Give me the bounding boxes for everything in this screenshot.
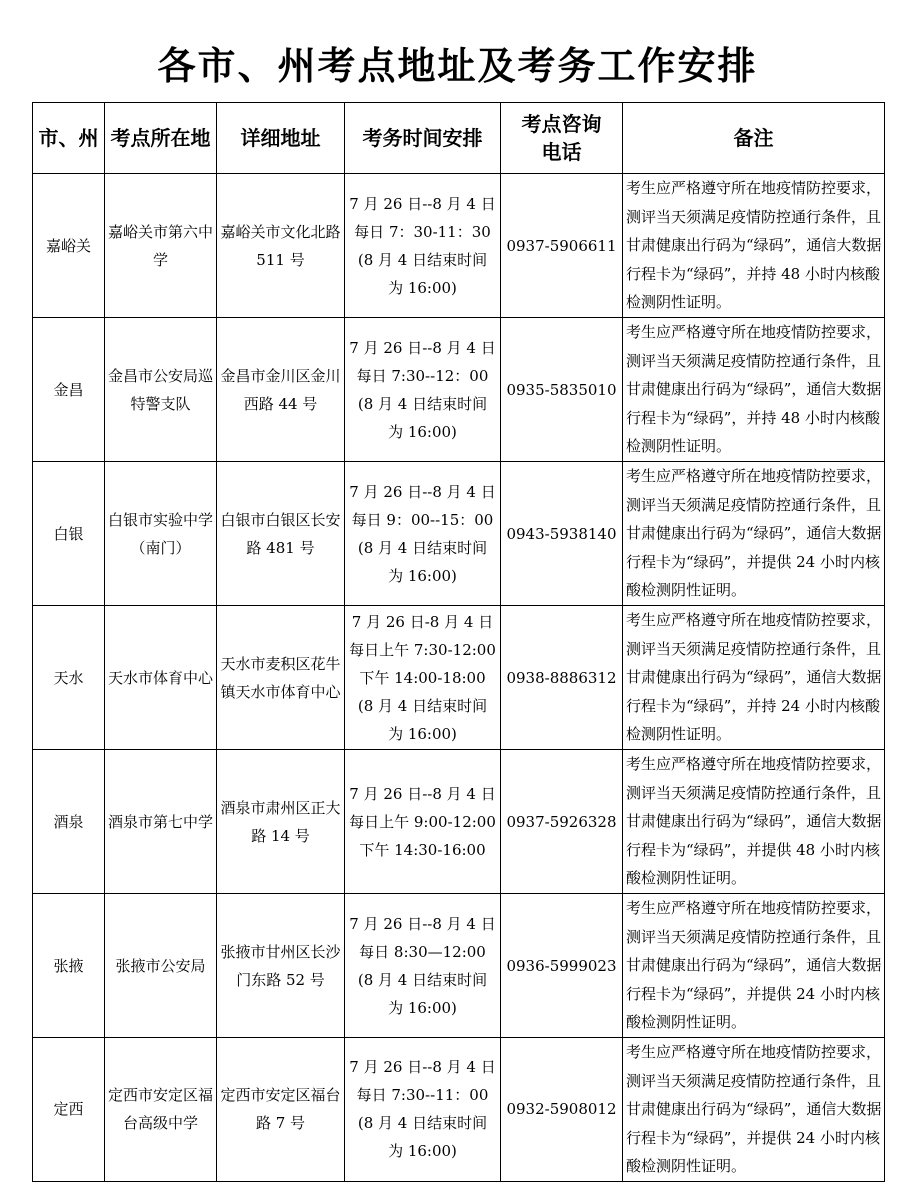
schedule-line: 每日 7：30-11：30 — [354, 222, 491, 241]
table-row — [33, 1038, 885, 1182]
cell-schedule — [345, 318, 501, 462]
cell-phone: 0936-5999023 — [501, 894, 623, 1038]
cell-phone: 0932-5908012 — [501, 1038, 623, 1182]
cell-phone: 0935-5835010 — [501, 318, 623, 462]
schedule-line: (8 月 4 日结束时间 — [357, 538, 488, 557]
cell-phone: 0937-5906611 — [501, 174, 623, 318]
schedule-line: (8 月 4 日结束时间 — [357, 1114, 488, 1133]
page-title: 各市、州考点地址及考务工作安排 — [157, 43, 758, 88]
cell-note: 考生应严格遵守所在地疫情防控要求，测评当天须满足疫情防控通行条件，且甘肃健康出行码为“绿码”，通信大数据行程卡为“绿码”，并提供 24 小时内核酸检测阴性证明。 — [623, 462, 885, 606]
header-schedule: 考务时间安排 — [345, 103, 501, 174]
cell-site: 白银市实验中学（南门） — [105, 462, 217, 606]
cell-site: 张掖市公安局 — [105, 894, 217, 1038]
cell-address: 金昌市金川区金川西路 44 号 — [217, 318, 345, 462]
schedule-line: 每日 9：00--15：00 — [351, 510, 494, 529]
cell-note: 考生应严格遵守所在地疫情防控要求，测评当天须满足疫情防控通行条件，且甘肃健康出行码为“绿码”，通信大数据行程卡为“绿码”，并提供 24 小时内核酸检测阴性证明。 — [623, 1038, 885, 1182]
cell-address: 张掖市甘州区长沙门东路 52 号 — [217, 894, 345, 1038]
cell-schedule — [345, 894, 501, 1038]
schedule-line: 7 月 26 日--8 月 4 日 — [349, 914, 496, 933]
cell-phone: 0938-8886312 — [501, 606, 623, 750]
schedule-line: 每日上午 9:00-12:00 — [349, 812, 496, 831]
schedule-line: (8 月 4 日结束时间 — [357, 394, 488, 413]
schedule-line: 为 16:00) — [388, 566, 457, 585]
cell-address: 酒泉市肃州区正大路 14 号 — [217, 750, 345, 894]
cell-schedule — [345, 174, 501, 318]
cell-city: 嘉峪关 — [33, 174, 105, 318]
schedule-line: (8 月 4 日结束时间 — [357, 696, 488, 715]
cell-site: 天水市体育中心 — [105, 606, 217, 750]
table-row — [33, 606, 885, 750]
schedule-line: 每日上午 7:30-12:00 — [349, 640, 496, 659]
table-header-row — [33, 103, 885, 174]
schedule-line: 每日 7:30--11：00 — [356, 1086, 489, 1105]
schedule-line: 下午 14:00-18:00 — [359, 668, 486, 687]
cell-note: 考生应严格遵守所在地疫情防控要求，测评当天须满足疫情防控通行条件，且甘肃健康出行码为“绿码”，通信大数据行程卡为“绿码”，并持 24 小时内核酸检测阴性证明。 — [623, 606, 885, 750]
schedule-line: 7 月 26 日-8 月 4 日 — [351, 612, 494, 631]
cell-address: 天水市麦积区花牛镇天水市体育中心 — [217, 606, 345, 750]
cell-note: 考生应严格遵守所在地疫情防控要求，测评当天须满足疫情防控通行条件，且甘肃健康出行码为“绿码”，通信大数据行程卡为“绿码”，并持 48 小时内核酸检测阴性证明。 — [623, 174, 885, 318]
header-phone: 考点咨询电话 — [501, 103, 623, 174]
cell-schedule — [345, 1038, 501, 1182]
cell-schedule — [345, 750, 501, 894]
cell-note: 考生应严格遵守所在地疫情防控要求，测评当天须满足疫情防控通行条件，且甘肃健康出行码为“绿码”，通信大数据行程卡为“绿码”，并提供 48 小时内核酸检测阴性证明。 — [623, 750, 885, 894]
header-address: 详细地址 — [217, 103, 345, 174]
header-city: 市、州 — [33, 103, 105, 174]
schedule-line: 为 16:00) — [388, 278, 457, 297]
cell-city: 白银 — [33, 462, 105, 606]
cell-city: 张掖 — [33, 894, 105, 1038]
schedule-line: 为 16:00) — [388, 724, 457, 743]
schedule-line: 每日 8:30—12:00 — [359, 942, 486, 961]
cell-city: 金昌 — [33, 318, 105, 462]
schedule-line: 7 月 26 日--8 月 4 日 — [349, 338, 496, 357]
schedule-line: 为 16:00) — [388, 998, 457, 1017]
cell-note: 考生应严格遵守所在地疫情防控要求，测评当天须满足疫情防控通行条件，且甘肃健康出行码为“绿码”，通信大数据行程卡为“绿码”，并提供 24 小时内核酸检测阴性证明。 — [623, 894, 885, 1038]
table-row — [33, 462, 885, 606]
cell-city: 酒泉 — [33, 750, 105, 894]
table-row — [33, 894, 885, 1038]
schedule-line: (8 月 4 日结束时间 — [357, 970, 488, 989]
table-row — [33, 318, 885, 462]
cell-note: 考生应严格遵守所在地疫情防控要求，测评当天须满足疫情防控通行条件，且甘肃健康出行码为“绿码”，通信大数据行程卡为“绿码”，并持 48 小时内核酸检测阴性证明。 — [623, 318, 885, 462]
header-note: 备注 — [623, 103, 885, 174]
cell-site: 金昌市公安局巡特警支队 — [105, 318, 217, 462]
cell-schedule — [345, 462, 501, 606]
schedule-line: 每日 7:30--12：00 — [356, 366, 489, 385]
table-row — [33, 174, 885, 318]
exam-site-table — [32, 102, 885, 1182]
cell-address: 白银市白银区长安路 481 号 — [217, 462, 345, 606]
schedule-line: 7 月 26 日--8 月 4 日 — [349, 194, 496, 213]
cell-city: 天水 — [33, 606, 105, 750]
cell-site: 定西市安定区福台高级中学 — [105, 1038, 217, 1182]
schedule-line: 7 月 26 日--8 月 4 日 — [349, 1058, 496, 1077]
cell-site: 酒泉市第七中学 — [105, 750, 217, 894]
table-row — [33, 750, 885, 894]
schedule-line: 7 月 26 日--8 月 4 日 — [349, 784, 496, 803]
schedule-line: 为 16:00) — [388, 422, 457, 441]
schedule-line: 7 月 26 日--8 月 4 日 — [349, 482, 496, 501]
cell-address: 嘉峪关市文化北路 511 号 — [217, 174, 345, 318]
schedule-line: (8 月 4 日结束时间 — [357, 250, 488, 269]
cell-site: 嘉峪关市第六中学 — [105, 174, 217, 318]
cell-schedule — [345, 606, 501, 750]
schedule-line: 下午 14:30-16:00 — [359, 840, 486, 859]
cell-phone: 0943-5938140 — [501, 462, 623, 606]
schedule-line: 为 16:00) — [388, 1142, 457, 1161]
header-site: 考点所在地 — [105, 103, 217, 174]
cell-city: 定西 — [33, 1038, 105, 1182]
cell-address: 定西市安定区福台路 7 号 — [217, 1038, 345, 1182]
cell-phone: 0937-5926328 — [501, 750, 623, 894]
